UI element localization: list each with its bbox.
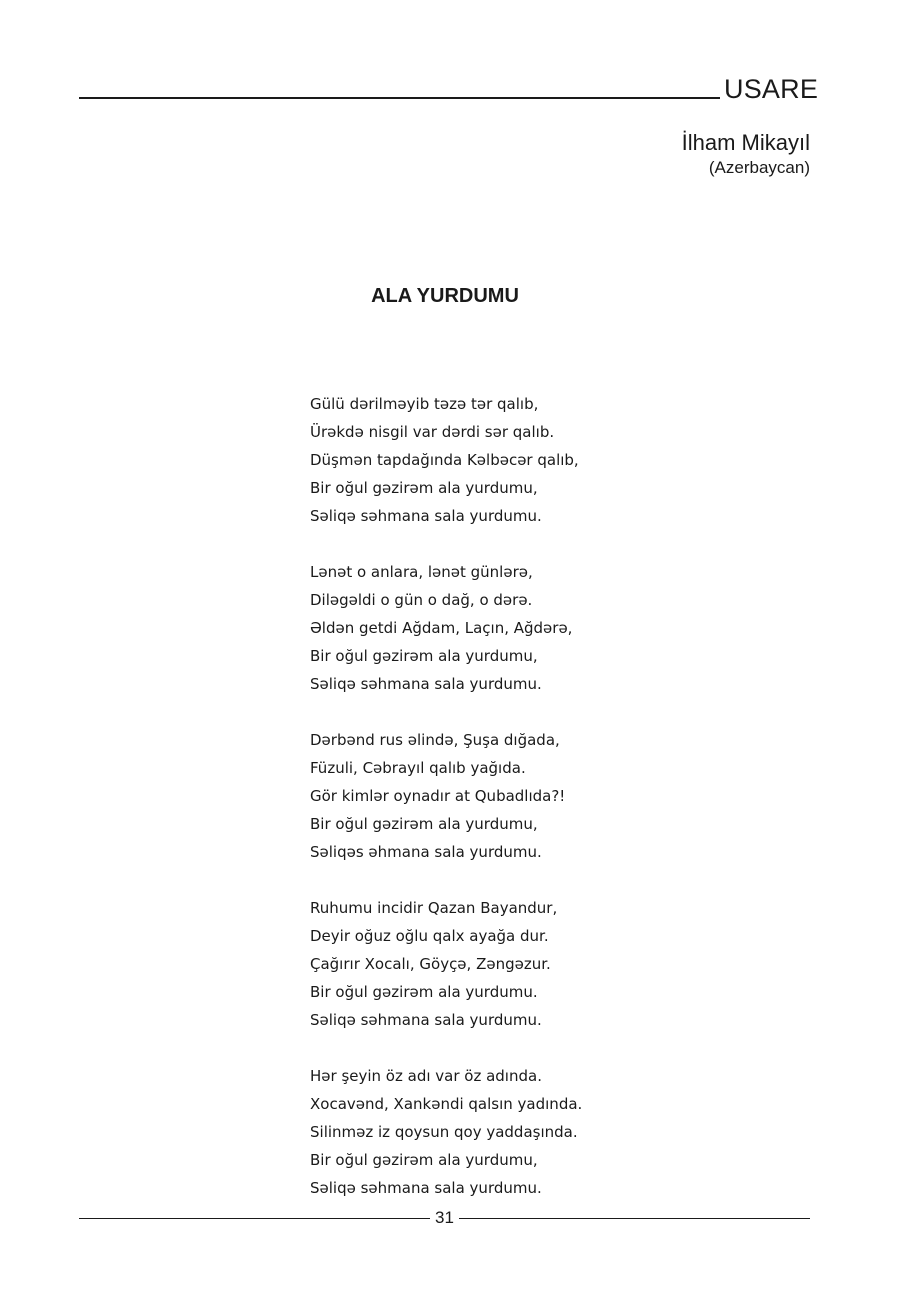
poem-line: Bir oğul gəzirəm ala yurdumu. xyxy=(310,983,538,1001)
poem-line: Səliqə səhmana sala yurdumu. xyxy=(310,1179,542,1197)
poem-line: Dərbənd rus əlində, Şuşa dığada, xyxy=(310,731,560,749)
author-country: (Azerbaycan) xyxy=(708,158,810,177)
stanza xyxy=(310,726,582,866)
poem-line: Ruhumu incidir Qazan Bayandur, xyxy=(310,899,558,917)
stanza xyxy=(310,1062,582,1202)
stanza xyxy=(310,558,582,698)
poem-line: Silinməz iz qoysun qoy yaddaşında. xyxy=(310,1123,578,1141)
footer-rule-right xyxy=(459,1218,810,1219)
poem-line: Bir oğul gəzirəm ala yurdumu, xyxy=(310,647,538,665)
stanza xyxy=(310,894,582,1034)
poem-line: Çağırır Xocalı, Göyçə, Zəngəzur. xyxy=(310,955,551,973)
poem-line: Füzuli, Cəbrayıl qalıb yağıda. xyxy=(310,759,526,777)
header-rule xyxy=(79,97,720,99)
poem-line: Bir oğul gəzirəm ala yurdumu, xyxy=(310,815,538,833)
poem-line: Düşmən tapdağında Kəlbəcər qalıb, xyxy=(310,451,579,469)
poem-title: ALA YURDUMU xyxy=(371,285,519,307)
footer-rule-left xyxy=(79,1218,430,1219)
poem-line: Hər şeyin öz adı var öz adında. xyxy=(310,1067,542,1085)
poem-line: Diləgəldi o gün o dağ, o dərə. xyxy=(310,591,533,609)
journal-name: USARE xyxy=(724,74,819,104)
poem-line: Deyir oğuz oğlu qalx ayağa dur. xyxy=(310,927,549,945)
poem-line: Səliqə səhmana sala yurdumu. xyxy=(310,675,542,693)
poem-line: Səliqəs əhmana sala yurdumu. xyxy=(310,843,542,861)
poem-line: Səliqə səhmana sala yurdumu. xyxy=(310,1011,542,1029)
poem-line: Bir oğul gəzirəm ala yurdumu, xyxy=(310,479,538,497)
author-name: İlham Mikayıl xyxy=(681,130,810,155)
poem-line: Gör kimlər oynadır at Qubadlıda?! xyxy=(310,787,566,805)
poem-line: Səliqə səhmana sala yurdumu. xyxy=(310,507,542,525)
page-number: 31 xyxy=(435,1208,454,1227)
poem-line: Xocavənd, Xankəndi qalsın yadında. xyxy=(310,1095,583,1113)
author-block xyxy=(682,129,810,179)
poem-line: Bir oğul gəzirəm ala yurdumu, xyxy=(310,1151,538,1169)
poem-body xyxy=(310,390,582,1230)
stanza xyxy=(310,390,582,530)
poem-line: Lənət o anlara, lənət günlərə, xyxy=(310,563,533,581)
page-footer xyxy=(79,1206,810,1230)
poem-line: Gülü dərilməyib təzə tər qalıb, xyxy=(310,395,539,413)
poem-line: Əldən getdi Ağdam, Laçın, Ağdərə, xyxy=(310,619,573,637)
poem-line: Ürəkdə nisgil var dərdi sər qalıb. xyxy=(310,423,555,441)
